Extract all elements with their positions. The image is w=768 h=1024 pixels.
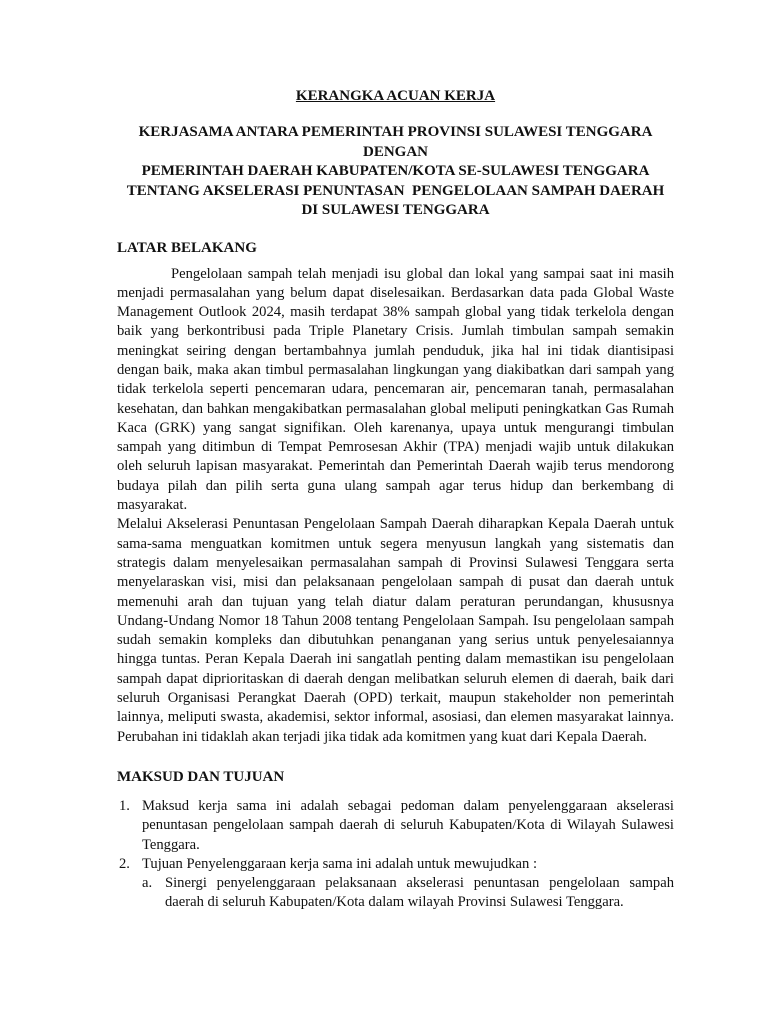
subtitle-line: TENTANG AKSELERASI PENUNTASAN PENGELOLAAN SAMPAH DAERAH <box>126 182 665 199</box>
subtitle-line: KERJASAMA ANTARA PEMERINTAH PROVINSI SULAWESI TENGGARA <box>138 124 653 140</box>
list-item-text: Maksud kerja sama ini adalah sebagai pedoman dalam penyelenggaraan akselerasi penuntasan pengelolaan sampah daerah di seluruh Kabupaten/Kota di Wilayah Sulawesi Tenggara. <box>142 797 674 853</box>
document-page <box>117 87 674 913</box>
maksud-tujuan-heading: MAKSUD DAN TUJUAN <box>117 768 285 785</box>
list-item-number: 1. <box>119 797 130 814</box>
subtitle-line: DI SULAWESI TENGGARA <box>301 202 490 218</box>
subtitle-line: DENGAN <box>362 143 428 160</box>
document-title: KERANGKA ACUAN KERJA <box>295 88 496 104</box>
tujuan-sub-list <box>142 874 674 913</box>
latar-belakang-paragraph-1: Pengelolaan sampah telah menjadi isu global dan lokal yang sampai saat ini masih menjadi permasalahan yang belum dapat diselesaikan. Berdasarkan data pada Global Waste Management Outlook 2024, masih terdapat 38% sampah global yang tidak terkelola dengan baik yang berkontribusi pada Triple Planetary Crisis. Jumlah timbulan sampah semakin meningkat seiring dengan bertambahnya jumlah penduduk, jika hal ini tidak diantisipasi dengan baik, maka akan timbul permasalahan lingkungan yang diakibatkan dari sampah yang tidak terkelola seperti pencemaran udara, pencemaran air, pencemaran tanah, permasalahan kesehatan, dan bahkan mengakibatkan permasalahan global meliputi peningkatkan Gas Rumah Kaca (GRK) yang sangat signifikan. Oleh karenanya, upaya untuk mengurangi timbulan sampah yang ditimbun di Tempat Pemrosesan Akhir (TPA) menjadi wajib untuk dilakukan oleh seluruh lapisan masyarakat. Pemerintah dan Pemerintah Daerah wajib terus mendorong budaya pilah dan pilih serta guna ulang sampah agar terus hidup dan berkembang di masyarakat. <box>117 265 674 514</box>
maksud-tujuan-list <box>117 797 674 913</box>
document-subtitle <box>117 123 674 221</box>
list-item-number: 2. <box>119 855 130 872</box>
list-item <box>117 797 674 855</box>
sub-list-item <box>142 874 674 913</box>
sub-list-item-letter: a. <box>142 875 153 892</box>
list-item-text: Tujuan Penyelenggaraan kerja sama ini adalah untuk mewujudkan : <box>142 855 538 872</box>
list-item <box>117 855 674 913</box>
sub-list-item-text: Sinergi penyelenggaraan pelaksanaan akselerasi penuntasan pengelolaan sampah daerah di seluruh Kabupaten/Kota dalam wilayah Provinsi Sulawesi Tenggara. <box>165 875 674 911</box>
latar-belakang-heading: LATAR BELAKANG <box>117 239 257 256</box>
latar-belakang-paragraph-2: Melalui Akselerasi Penuntasan Pengelolaan Sampah Daerah diharapkan Kepala Daerah untuk sama-sama menguatkan komitmen untuk segera menyusun langkah yang sistematis dan strategis dalam menyelesaikan permasalahan sampah di Provinsi Sulawesi Tenggara serta menyelaraskan visi, misi dan pelaksanaan pengelolaan sampah di pusat dan daerah untuk memenuhi arah dan tujuan yang telah diatur dalam peraturan perundangan, khususnya Undang-Undang Nomor 18 Tahun 2008 tentang Pengelolaan Sampah. Isu pengelolaan sampah sudah semakin kompleks dan dibutuhkan penanganan yang serius untuk penyelesaiannya hingga tuntas. Peran Kepala Daerah ini sangatlah penting dalam memastikan isu pengelolaan sampah dapat diprioritaskan di daerah dengan melibatkan seluruh elemen di daerah, baik dari seluruh Organisasi Perangkat Daerah (OPD) terkait, maupun stakeholder non pemerintah lainnya, meliputi swasta, akademisi, sektor informal, asosiasi, dan elemen masyarakat lainnya. Perubahan ini tidaklah akan terjadi jika tidak ada komitmen yang kuat dari Kepala Daerah. <box>117 516 674 745</box>
subtitle-line: PEMERINTAH DAERAH KABUPATEN/KOTA SE-SULAWESI TENGGARA <box>141 163 650 179</box>
